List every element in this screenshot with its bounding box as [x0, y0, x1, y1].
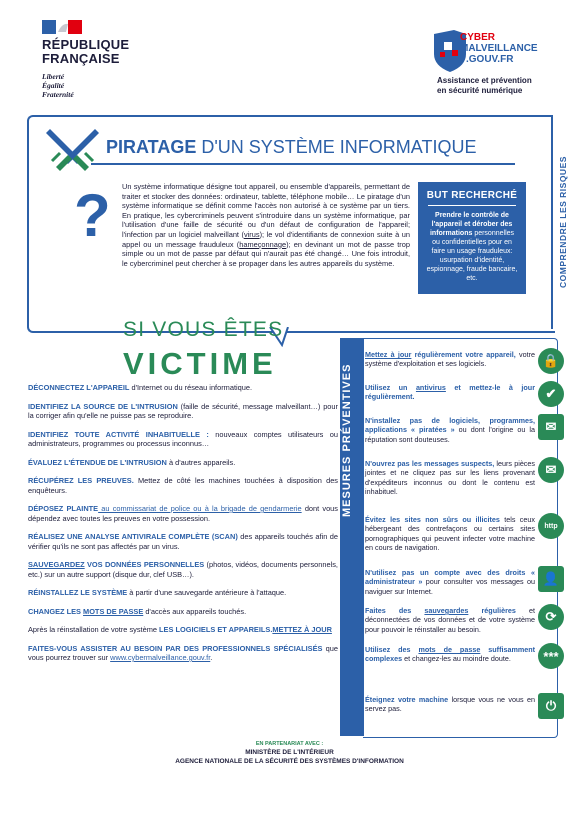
shield-check-icon: ✔ — [538, 381, 564, 407]
step-text: d'Internet ou du réseau informatique. — [129, 383, 253, 392]
prevention-text: lorsque vous ne vous en servez pas. — [365, 695, 535, 714]
title-underline — [91, 163, 515, 165]
victim-step — [28, 430, 338, 449]
victim-step — [28, 504, 338, 523]
prevention-item — [365, 383, 535, 402]
prevention-bold: Faites des — [365, 606, 425, 615]
victim-step — [28, 644, 338, 663]
prevention-bold: et mettez-le à jour régulièrement. — [365, 383, 535, 402]
prevention-bold: suffisamment complexes — [365, 645, 536, 664]
admin-user-icon: 👤 — [538, 566, 564, 592]
virus-link[interactable]: virus — [243, 229, 260, 239]
prevention-text: leurs pièces jointes et ne cliquez pas sur les liens provenant d'expéditeurs inconnus ou dont le contenu est inhabituel. — [365, 459, 535, 497]
si-vous-etes: SI VOUS ÊTES — [123, 318, 284, 341]
definition-text: Un système informatique désigne tout appareil, ou ensemble d'appareils, permettant de traiter et stocker des données: ordinateur, tablette, téléphone mobile… Le piratage d'un système informatique se définit comme l'accès non autorisé à ce système par un tiers. En pratique, les cybercriminels peuvent s'introduire dans un système informatique, par l'utilisation d'une faille de sécurité ou d'un défaut de configuration de l'appareil; l'infection par un logiciel malveillant (virus); le vol d'identifiants de connexion suite à un appel ou un message frauduleux (hameçonnage); en devinant un mot de passe trop simple ou un mot de passe par défaut qui n'aurait pas été changé… Une fois introduit, le cybercriminel peut chercher à se propager dans les autres appareils du système. — [122, 182, 410, 268]
footer-ministere: MINISTÈRE DE L'INTÉRIEUR — [245, 749, 334, 756]
step-text: d'accès aux appareils touchés. — [143, 606, 247, 616]
prevention-bold: Utilisez un — [365, 383, 416, 392]
step-bold: IDENTIFIEZ LA SOURCE DE L'INTRUSION — [28, 401, 178, 411]
step-bold: CHANGEZ LES — [28, 606, 84, 616]
victim-steps — [28, 383, 338, 672]
page-title: PIRATAGE D'UN SYSTÈME INFORMATIQUE — [106, 137, 477, 157]
prevention-text: ou dont l'origine ou la réputation sont douteuses. — [365, 425, 535, 444]
step-text: Mettez de côté les machines touchées à disposition des enquêteurs. — [28, 476, 339, 495]
mesures-label: MESURES PRÉVENTIVES — [341, 363, 353, 517]
prevention-bold: régulièrement votre appareil, — [411, 350, 516, 359]
step-text: (faille de sécurité, message malveillant…) pour la corriger afin qu'elle ne puisse pas se reproduire. — [28, 401, 338, 420]
step-bold: DÉPOSEZ PLAINTE — [28, 504, 99, 513]
side-label: COMPRENDRE LES RISQUES — [558, 156, 568, 289]
prevention-link[interactable]: antivirus — [415, 383, 446, 392]
prevention-item — [365, 606, 535, 634]
prevention-bold: N'ouvrez pas les messages suspects, — [365, 459, 495, 468]
victim-step — [28, 588, 338, 598]
suspicious-mail-icon: ✉ — [538, 457, 564, 483]
backup-icon: ⟳ — [538, 604, 564, 630]
power-icon: ⏻ — [538, 693, 564, 719]
step-text: dont vous dépendez avec toutes les preuves en votre possession. — [28, 504, 338, 523]
prevention-link[interactable]: Mettez à jour — [365, 350, 412, 359]
step-bold: RÉCUPÉREZ LES PREUVES. — [28, 476, 134, 485]
step-bold: RÉALISEZ UNE ANALYSE ANTIVIRALE COMPLÈTE (SCAN) — [28, 532, 238, 541]
http-site-icon: http — [538, 513, 564, 539]
svg-text:?: ? — [74, 182, 111, 249]
step-text: nouveaux comptes utilisateurs ou administrateurs, programmes ou processus inconnus… — [28, 429, 338, 448]
step-bold: RÉINSTALLEZ LE SYSTÈME — [28, 588, 128, 597]
prevention-text: tels ceux hébergeant des contrefaçons ou certains sites pornographiques qui peuvent infecter votre machine en cours de navigation. — [365, 515, 535, 553]
crossed-swords-icon — [45, 125, 100, 173]
victim-step — [28, 607, 338, 617]
victim-step — [28, 625, 338, 635]
victim-step — [28, 458, 338, 468]
gouv-text: .GOUV.FR — [466, 54, 514, 65]
website-link[interactable]: www.cybermalveillance.gouv.fr — [110, 653, 211, 662]
step-link[interactable]: SAUVEGARDEZ — [28, 560, 85, 569]
prevention-bold: Évitez les sites non sûrs ou illicites — [365, 515, 500, 524]
step-bold: VOS DONNÉES PERSONNELLES — [84, 560, 205, 569]
victim-step — [28, 476, 338, 495]
side-divider — [551, 115, 553, 329]
footer-partner: EN PARTENARIAT AVEC : — [255, 741, 324, 747]
step-text: (photos, vidéos, documents personnels, etc.) sur un autre support (disque dur, clef USB…). — [28, 560, 338, 579]
prevention-link[interactable]: sauvegardes — [424, 606, 469, 615]
step-bold: ÉVALUEZ L'ÉTENDUE DE L'INTRUSION — [28, 457, 167, 467]
prevention-text: et déconnectées de vos données et de votre système pour pouvoir le réinstaller au besoin. — [365, 606, 535, 634]
but-recherche-box — [418, 182, 526, 294]
cyber-text: CYBER — [460, 32, 496, 43]
step-text: à partir d'une sauvegarde antérieure à l'attaque. — [127, 588, 287, 597]
step-bold: LES LOGICIELS ET APPAREILS. — [159, 625, 273, 634]
marianne-logo-icon — [42, 20, 82, 34]
victim-step — [28, 383, 338, 393]
prevention-item — [365, 695, 535, 714]
republic-motto: Liberté Égalité Fraternité — [42, 72, 74, 99]
prevention-text: votre système d'exploitation et ses logiciels. — [365, 350, 535, 369]
victim-step — [28, 532, 338, 551]
prevention-item — [365, 568, 535, 596]
prevention-item — [365, 350, 535, 369]
but-text: Prendre le contrôle de l'appareil et dérober des informations personnelles ou confidentielles pour en faire un usage frauduleux: usurpation d'identité, espionnage, fraude bancaire, etc. — [426, 212, 518, 282]
prevention-bold: N'installez pas de logiciels, programmes, applications « piratées » — [365, 416, 535, 435]
step-bold: IDENTIFIEZ TOUTE ACTIVITÉ INHABITUELLE : — [28, 429, 209, 439]
victim-step — [28, 402, 338, 421]
victim-step — [28, 560, 338, 579]
step-text: . — [210, 653, 213, 662]
republique-title: RÉPUBLIQUE FRANÇAISE — [42, 37, 130, 66]
step-text: Après la réinstallation de votre système — [28, 625, 160, 634]
step-text: que vous pourrez trouver sur — [28, 643, 338, 662]
forbidden-download-icon: ✉ — [538, 414, 564, 440]
step-link[interactable]: METTEZ À JOUR — [272, 625, 332, 634]
prevention-bold: régulières — [468, 606, 516, 615]
step-bold: FAITES-VOUS ASSISTER AU BESOIN PAR DES PROFESSIONNELS SPÉCIALISÉS — [28, 643, 323, 653]
step-text: à d'autres appareils. — [166, 457, 236, 467]
cybermalveillance-subtitle: Assistance et prévention en sécurité numérique — [437, 76, 532, 95]
step-link[interactable]: au commissariat de police ou à la brigade de gendarmerie — [98, 504, 302, 513]
prevention-item — [365, 645, 535, 664]
prevention-bold: N'utilisez pas un compte avec des droits « administrateur » — [365, 568, 535, 587]
prevention-item — [365, 416, 535, 444]
step-text: des appareils touchés afin de vérifier qu'ils ne sont pas affectés par un virus. — [28, 532, 338, 551]
victime-title: VICTIME — [123, 346, 277, 381]
hameconnage-link[interactable]: hameçonnage — [239, 239, 287, 249]
prevention-link[interactable]: mots de passe — [418, 645, 481, 654]
step-bold: DÉCONNECTEZ L'APPAREIL — [28, 383, 130, 392]
prevention-item — [365, 515, 535, 553]
prevention-text: pour consulter vos messages ou naviguer sur Internet. — [365, 577, 535, 596]
prevention-bold: Éteignez votre machine — [365, 695, 449, 704]
footer-anssi: AGENCE NATIONALE DE LA SÉCURITÉ DES SYSTÈMES D'INFORMATION — [175, 758, 404, 765]
step-link[interactable]: MOTS DE PASSE — [83, 606, 144, 616]
lock-update-icon: 🔒 — [538, 348, 564, 374]
cybermalveillance-logo — [432, 24, 552, 74]
but-title: BUT RECHERCHÉ — [426, 190, 518, 201]
prevention-bold: Utilisez des — [365, 645, 419, 654]
prevention-text: et changez-les au moindre doute. — [402, 654, 511, 664]
password-icon: *** — [538, 643, 564, 669]
prevention-item — [365, 459, 535, 497]
malveillance-text: MALVEILLANCE — [460, 43, 538, 54]
